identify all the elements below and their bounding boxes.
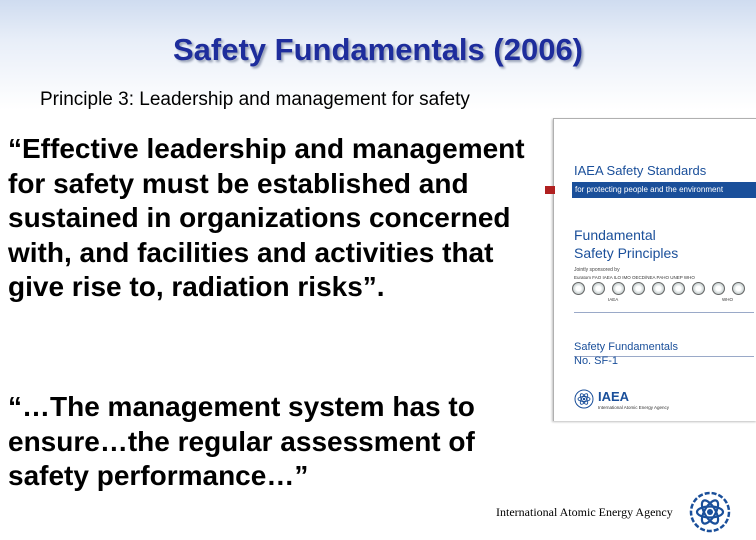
quote-leadership: “Effective leadership and management for safety must be established and sustained in organizations concerned with, and facilities and activities that give rise to, radiation risks”. xyxy=(8,133,525,302)
book-divider xyxy=(574,312,754,313)
sponsor-logo-icon xyxy=(632,282,645,295)
book-org-list: Euratom FAO IAEA ILO IMO OECD/NEA PAHO UNEP WHO xyxy=(574,275,695,280)
book-sponsored-label: Jointly sponsored by xyxy=(574,267,620,273)
book-series-title: IAEA Safety Standards xyxy=(574,163,707,178)
book-title xyxy=(574,226,754,262)
book-publisher: IAEA xyxy=(598,389,630,404)
sponsor-logo-icon xyxy=(652,282,665,295)
book-publisher-sub: International Atomic Energy Agency xyxy=(598,405,670,410)
sponsor-logo-icon xyxy=(732,282,745,295)
quote-management-system: “…The management system has to ensure…the regular assessment of safety performance…” xyxy=(8,391,475,491)
book-series-label: Safety Fundamentals xyxy=(574,341,678,353)
sponsor-logos xyxy=(572,282,754,298)
sponsor-logo-icon xyxy=(672,282,685,295)
sponsor-logo-icon xyxy=(692,282,705,295)
iaea-emblem-icon xyxy=(574,389,594,409)
book-sublabel-who: WHO xyxy=(722,297,733,302)
book-title-line-1: Fundamental xyxy=(574,227,656,243)
book-cover-marker xyxy=(545,186,555,194)
iaea-emblem-icon xyxy=(688,490,732,534)
page-title: Safety Fundamentals (2006) xyxy=(172,32,584,67)
sponsor-logo-icon xyxy=(592,282,605,295)
sponsor-logo-icon xyxy=(572,282,585,295)
book-cover-image xyxy=(553,118,756,421)
sponsor-logo-icon xyxy=(612,282,625,295)
sponsor-logo-icon xyxy=(712,282,725,295)
book-series-band: for protecting people and the environment xyxy=(572,182,756,198)
footer-agency-name: International Atomic Energy Agency xyxy=(496,505,673,519)
book-sublabel-iaea: IAEA xyxy=(608,297,619,302)
page-subtitle: Principle 3: Leadership and management for safety xyxy=(40,89,470,110)
book-title-line-2: Safety Principles xyxy=(574,245,679,261)
book-series-number: No. SF-1 xyxy=(574,355,619,367)
